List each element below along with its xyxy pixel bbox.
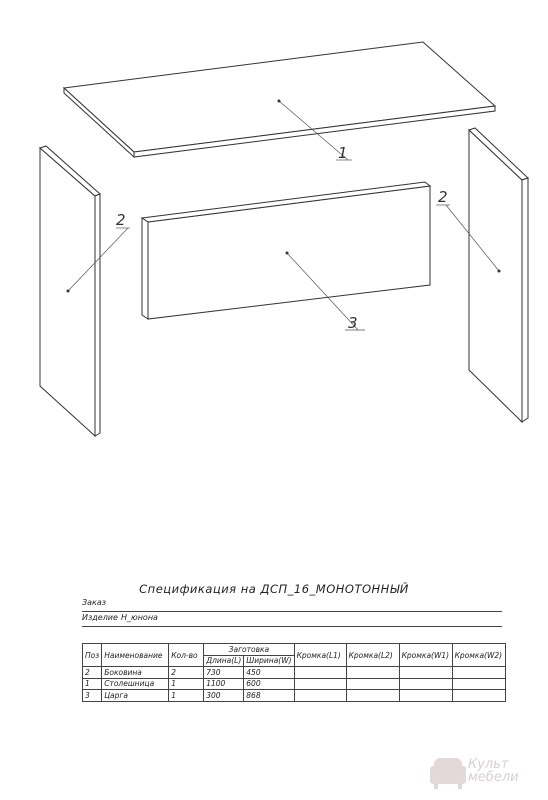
left-side-panel: [40, 146, 100, 436]
anchor-dot: [278, 100, 281, 103]
callout-1: 1: [338, 144, 348, 162]
spec-table: [82, 643, 506, 702]
cell-edge-l2: [346, 667, 399, 679]
col-edge-w2-header: Кромка(W2): [452, 644, 505, 667]
cell-edge-l2: [346, 690, 399, 702]
cell-edge-w1: [399, 678, 452, 690]
table-header-row: [83, 644, 506, 656]
col-edge-l2-header: Кромка(L2): [346, 644, 399, 667]
cell-edge-w1: [399, 690, 452, 702]
col-length-header: Длина(L): [204, 655, 244, 667]
callout-3: 3: [348, 314, 358, 332]
product-label: Изделие: [82, 613, 118, 622]
spec-title: Спецификация на ДСП_16_МОНОТОННЫЙ: [139, 582, 409, 596]
product-value: Н_юнона: [120, 613, 158, 622]
cell-name: Боковина: [102, 667, 169, 679]
col-pos-header: Поз: [83, 644, 102, 667]
cell-edge-w2: [452, 678, 505, 690]
cell-width: 450: [244, 667, 294, 679]
col-name-header: Наименование: [102, 644, 169, 667]
col-blank-header: Заготовка: [204, 644, 294, 656]
logo-line-1: Культ: [468, 757, 509, 772]
product-row: [82, 612, 502, 627]
cell-qty: 2: [169, 667, 204, 679]
cell-length: 1100: [204, 678, 244, 690]
logo-text: [468, 758, 519, 784]
cell-width: 600: [244, 678, 294, 690]
cell-edge-l1: [294, 690, 346, 702]
callout-2-right: 2: [438, 188, 448, 206]
cell-qty: 1: [169, 690, 204, 702]
cell-name: Царга: [102, 690, 169, 702]
cell-width: 868: [244, 690, 294, 702]
cell-edge-l1: [294, 667, 346, 679]
col-qty-header: Кол-во: [169, 644, 204, 667]
cell-edge-w2: [452, 667, 505, 679]
anchor-dot: [286, 252, 289, 255]
cell-pos: 3: [83, 690, 102, 702]
cell-edge-l2: [346, 678, 399, 690]
cell-pos: 1: [83, 678, 102, 690]
col-width-header: Ширина(W): [244, 655, 294, 667]
anchor-dot: [67, 290, 70, 293]
cell-length: 300: [204, 690, 244, 702]
cell-qty: 1: [169, 678, 204, 690]
tabletop-panel: [64, 42, 495, 157]
table-row: [83, 667, 506, 679]
cell-pos: 2: [83, 667, 102, 679]
table-row: [83, 678, 506, 690]
order-row: [82, 597, 502, 612]
col-edge-l1-header: Кромка(L1): [294, 644, 346, 667]
cell-edge-l1: [294, 678, 346, 690]
table-row: [83, 690, 506, 702]
cell-name: Столешница: [102, 678, 169, 690]
right-side-panel: [469, 128, 528, 422]
logo-line-2: мебели: [468, 770, 519, 785]
cell-edge-w2: [452, 690, 505, 702]
cell-length: 730: [204, 667, 244, 679]
back-rail-panel: [142, 182, 430, 319]
callout-2-left: 2: [116, 211, 126, 229]
anchor-dot: [498, 270, 501, 273]
col-edge-w1-header: Кромка(W1): [399, 644, 452, 667]
order-label: Заказ: [82, 598, 107, 607]
cell-edge-w1: [399, 667, 452, 679]
